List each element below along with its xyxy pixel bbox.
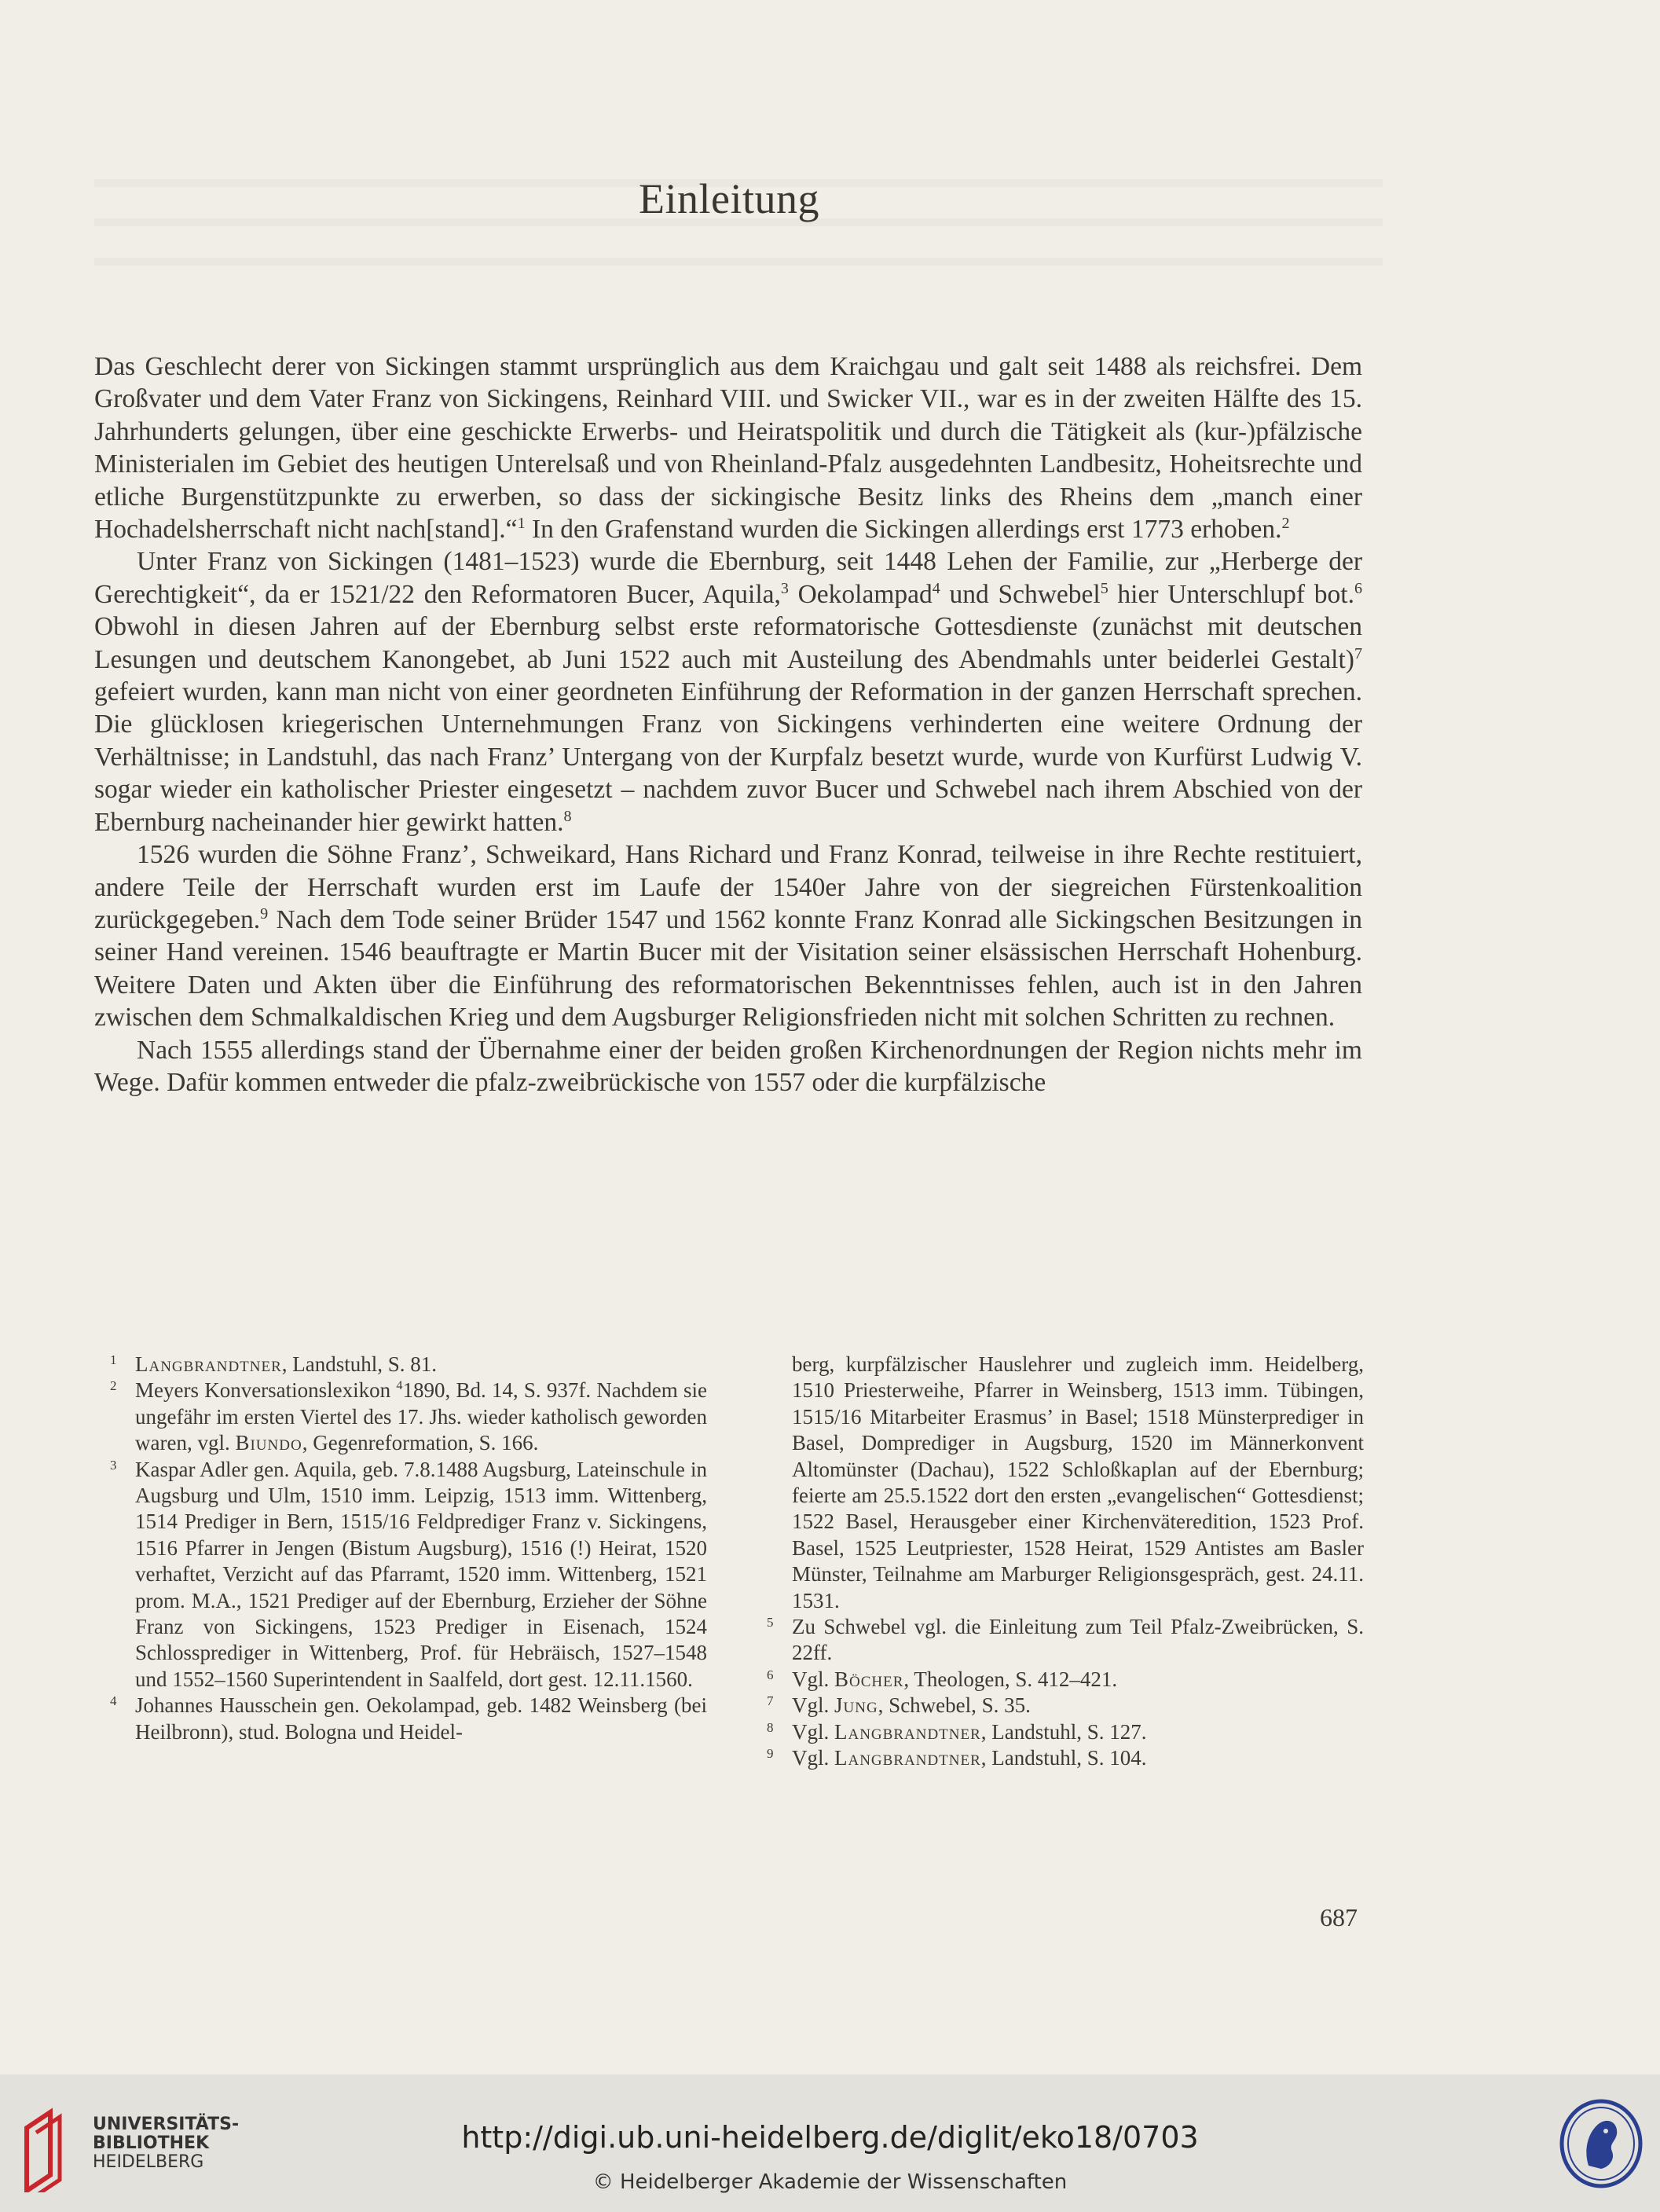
footnote-continuation: berg, kurpfälzischer Hauslehrer und zugleich imm. Heidelberg, 1510 Priesterweihe, Pfarrer in Weinsberg, 1513 imm. Tübingen, 1515/16 Mitarbeiter Erasmus’ in Basel; 1518 Münsterprediger in Basel, Domprediger in Augsburg, 1520 im Männerkonvent Altomünster (Dachau), 1522 Schloßkaplan auf der Ebernburg; feierte am 25.5.1522 dort den ersten „evangelischen“ Gottesdienst; 1522 Basel, Herausgeber einer Kirchenväteredition, 1523 Prof. Basel, 1525 Leutpriester, 1528 Heirat, 1529 Antistes am Basler Münster, Teilnahme am Marburger Religionsgespräch, gest. 24.11. 1531. bbox=[792, 1352, 1364, 1612]
footnote-marker[interactable]: 1 bbox=[517, 514, 526, 532]
text-run: Vgl. bbox=[792, 1719, 834, 1744]
footnotes-left-column bbox=[110, 1352, 707, 1745]
author-name: Langbrandtner bbox=[834, 1719, 981, 1744]
show-through bbox=[94, 258, 1383, 266]
footnote bbox=[110, 1693, 707, 1745]
text-run: Johannes Hausschein gen. Oekolampad, geb. 1482 Weinsberg (bei Heilbronn), stud. Bologna und Heidel- bbox=[135, 1693, 707, 1744]
text-run: Meyers Konversationslexikon bbox=[135, 1378, 397, 1403]
text-run: Vgl. bbox=[792, 1746, 834, 1770]
text-run: Vgl. bbox=[792, 1667, 834, 1691]
logo-line-2: BIBLIOTHEK bbox=[93, 2133, 210, 2153]
footnote bbox=[110, 1352, 707, 1377]
footnote bbox=[767, 1745, 1364, 1771]
text-run: , Gegenreformation, S. 166. bbox=[302, 1431, 539, 1455]
paragraph bbox=[94, 545, 1362, 838]
footnotes-right-list bbox=[767, 1614, 1364, 1771]
footnote bbox=[767, 1719, 1364, 1745]
footnote-marker[interactable]: 4 bbox=[932, 579, 940, 597]
text-run: , Schwebel, S. 35. bbox=[878, 1693, 1031, 1718]
footnote-marker[interactable]: 6 bbox=[1354, 579, 1362, 597]
footnote-marker[interactable]: 7 bbox=[1354, 644, 1362, 662]
text-run: Unter Franz von Sickingen (1481–1523) wurde die Ebernburg, seit 1448 Lehen der Familie, zur „Herberge der Gerechtigkeit“, da er 1521/22 den Reformatoren Bucer, Aquila, bbox=[94, 547, 1362, 609]
text-run: , Landstuhl, S. 81. bbox=[281, 1352, 438, 1376]
footnote-marker[interactable]: 9 bbox=[260, 904, 269, 923]
text-run: Nach dem Tode seiner Brüder 1547 und 1562 konnte Franz Konrad alle Sickingschen Besitzungen in seiner Hand vereinen. 1546 beauftragte er Martin Bucer mit der Visitation seiner elsässischen Herrschaft Hohenburg. Weitere Daten und Akten über die Einführung des reformatorischen Bekenntnisses fehlen, auch ist in den Jahren zwischen dem Schmalkaldischen Krieg und dem Augsburger Religionsfrieden nicht mit solchen Schritten zu rechnen. bbox=[94, 904, 1362, 1033]
footnote-number: 9 bbox=[767, 1746, 774, 1762]
copyright-notice: © Heidelberger Akademie der Wissenschaften bbox=[592, 2170, 1068, 2194]
footnote-marker[interactable]: 2 bbox=[1281, 514, 1290, 532]
text-run: Das Geschlecht derer von Sickingen stammt ursprünglich aus dem Kraichgau und galt seit 1488 als reichsfrei. Dem Großvater und dem Vater Franz von Sickingens, Reinhard VIII. und Swicker VII., war es in der zweiten Hälfte des 15. Jahrhunderts gelungen, über eine geschickte Erwerbs- und Heiratspolitik und durch die Tätigkeit als (kur-)pfälzische Ministerialen im Gebiet des heutigen Unterelsaß und von Rheinland-Pfalz ausgedehnten Landbesitz, Hoheitsrechte und etliche Burgenstützpunkte zu erwerben, so dass der sickingische Besitz links des Rheins dem „manch einer Hochadelsherrschaft nicht nach[stand].“ bbox=[94, 352, 1362, 545]
footnote bbox=[110, 1457, 707, 1693]
author-name: Langbrandtner bbox=[834, 1746, 981, 1770]
footnote-marker[interactable]: 3 bbox=[780, 579, 789, 597]
footnote-marker[interactable]: 4 bbox=[396, 1378, 403, 1393]
footnote-number: 2 bbox=[110, 1378, 117, 1394]
footnote-number: 1 bbox=[110, 1352, 117, 1367]
author-name: Jung bbox=[834, 1693, 878, 1718]
footnote bbox=[767, 1693, 1364, 1719]
text-run: Obwohl in diesen Jahren auf der Ebernburg selbst erste reformatorische Gottesdienste (zunächst mit deutschen Lesungen und deutschem Kanongebet, ab Juni 1522 auch mit Austeilung des Abendmahls unter beiderlei Gestalt) bbox=[94, 612, 1362, 674]
footnote bbox=[767, 1614, 1364, 1667]
footnote-number: 3 bbox=[110, 1457, 117, 1473]
text-run: Oekolampad bbox=[788, 579, 933, 609]
text-run: gefeiert wurden, kann man nicht von einer geordneten Einführung der Reformation in der ganzen Herrschaft sprechen. Die glücklosen kriegerischen Unternehmungen Franz von Sickingens verhinderten eine weitere Ordnung der Verhältnisse; in Landstuhl, das nach Franz’ Untergang von der Kurpfalz besetzt wurde, wurde von Kurfürst Ludwig V. sogar wieder ein katholischer Priester eingesetzt – nachdem zuvor Bucer und Schwebel nach ihrem Abschied von der Ebernburg nacheinander hier gewirkt hatten. bbox=[94, 677, 1362, 837]
text-run: Kaspar Adler gen. Aquila, geb. 7.8.1488 Augsburg, Lateinschule in Augsburg und Ulm, 1510 imm. Leipzig, 1513 imm. Wittenberg, 1514 Prediger in Bern, 1515/16 Feldprediger Franz v. Sickingens, 1516 Pfarrer in Jengen (Bistum Augsburg), 1516 (!) Heirat, 1520 verhaftet, Verzicht auf das Pfarramt, 1520 imm. Wittenberg, 1521 prom. M.A., 1521 Prediger auf der Ebernburg, Erzieher der Söhne Franz von Sickingens, 1523 Prediger in Eisenach, 1524 Schlossprediger in Wittenberg, Prof. für Hebräisch, 1527–1548 und 1552–1560 Superintendent in Saalfeld, dort gest. 12.11.1560. bbox=[135, 1457, 707, 1691]
text-run: Zu Schwebel vgl. die Einleitung zum Teil Pfalz-Zweibrücken, S. 22ff. bbox=[792, 1615, 1364, 1665]
author-name: Böcher bbox=[834, 1667, 904, 1691]
text-run: , Theologen, S. 412–421. bbox=[903, 1667, 1118, 1691]
text-run: hier Unterschlupf bot. bbox=[1108, 579, 1354, 609]
text-run: 1890, Bd. 14, S. 937f. Nachdem sie ungefähr im ersten Viertel des 17. Jhs. wieder katholisch geworden waren, vgl. bbox=[135, 1378, 707, 1455]
paragraph bbox=[94, 838, 1362, 1033]
footnote-number: 7 bbox=[767, 1693, 774, 1709]
permalink-url[interactable]: http://digi.ub.uni-heidelberg.de/diglit/eko18/0703 bbox=[461, 2120, 1199, 2155]
text-run: , Landstuhl, S. 104. bbox=[980, 1746, 1147, 1770]
footnote bbox=[767, 1667, 1364, 1693]
text-run: Nach 1555 allerdings stand der Übernahme einer der beiden großen Kirchenordnungen der Region nichts mehr im Wege. Dafür kommen entweder die pfalz-zweibrückische von 1557 oder die kurpfälzische bbox=[94, 1035, 1362, 1097]
academy-seal-icon[interactable] bbox=[1557, 2096, 1645, 2191]
body-text bbox=[94, 350, 1362, 1099]
footnote-number: 6 bbox=[767, 1667, 774, 1682]
footnote-number: 4 bbox=[110, 1693, 117, 1709]
page-number: 687 bbox=[1320, 1903, 1358, 1931]
footnotes-right-column bbox=[767, 1352, 1364, 1772]
text-run: und Schwebel bbox=[940, 579, 1101, 609]
logo-line-3: HEIDELBERG bbox=[93, 2152, 204, 2172]
footnote-number: 8 bbox=[767, 1719, 774, 1735]
footnote-marker[interactable]: 5 bbox=[1100, 579, 1108, 597]
text-run: Vgl. bbox=[792, 1693, 834, 1718]
page-title: Einleitung bbox=[639, 175, 819, 222]
logo-line-1: UNIVERSITÄTS- bbox=[93, 2115, 240, 2134]
footnote bbox=[110, 1377, 707, 1456]
text-run: 1526 wurden die Söhne Franz’, Schweikard, Hans Richard und Franz Konrad, teilweise in ihre Rechte restituiert, andere Teile der Herrschaft wurden erst im Laufe der 1540er Jahre von der siegreichen Fürstenkoalition zurückgegeben. bbox=[94, 840, 1362, 934]
author-name: Biundo bbox=[235, 1431, 302, 1455]
text-run: , Landstuhl, S. 127. bbox=[980, 1719, 1147, 1744]
footnote-marker[interactable]: 8 bbox=[563, 807, 572, 825]
paragraph bbox=[94, 350, 1362, 545]
footer-bar bbox=[0, 2074, 1660, 2212]
paragraph bbox=[94, 1034, 1362, 1099]
author-name: Langbrandtner bbox=[135, 1352, 282, 1376]
footnote-number: 5 bbox=[767, 1615, 774, 1631]
text-run: In den Grafenstand wurden die Sickingen allerdings erst 1773 erhoben. bbox=[525, 515, 1282, 545]
